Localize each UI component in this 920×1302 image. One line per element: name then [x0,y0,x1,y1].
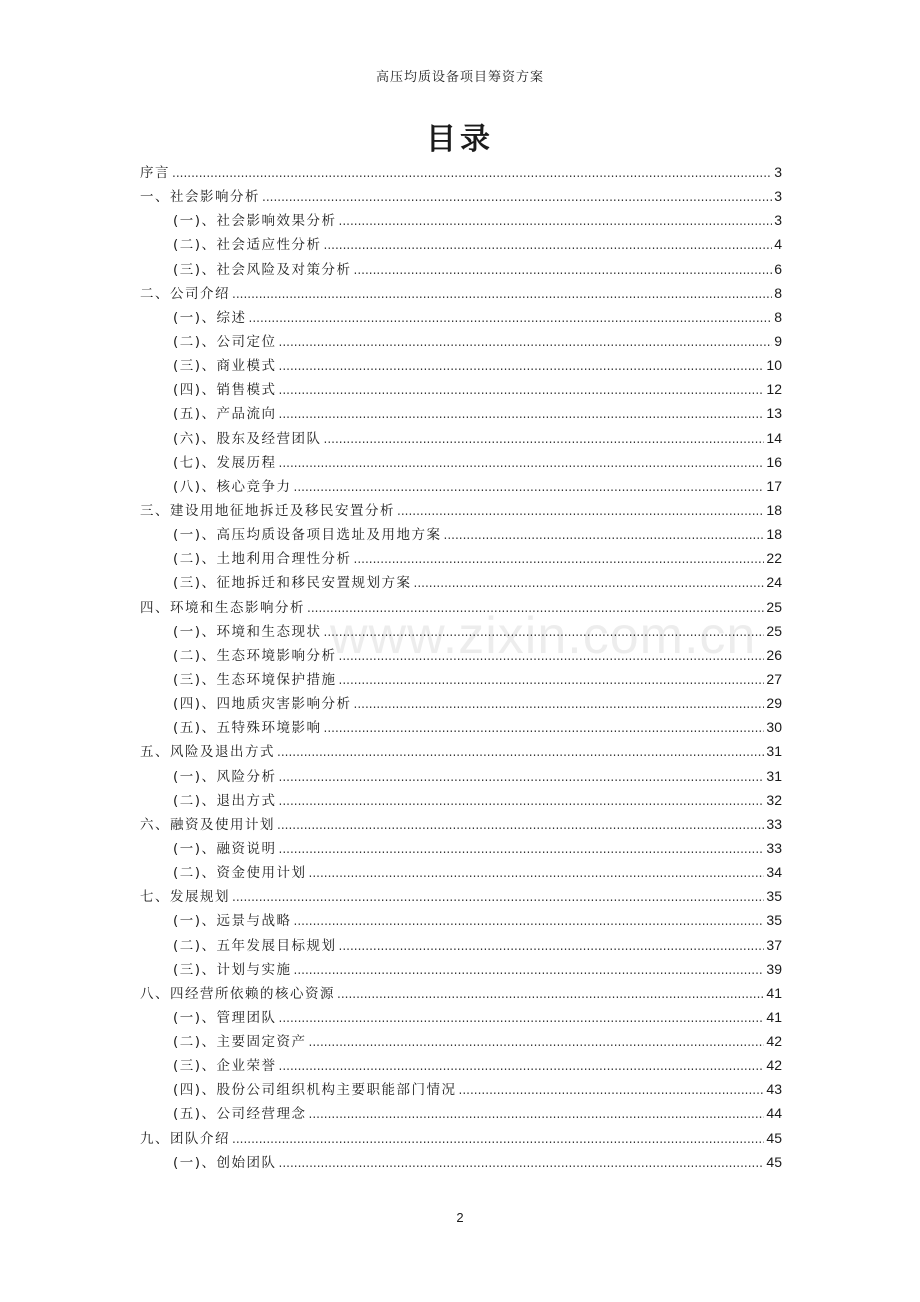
toc-entry-page: 17 [766,477,782,494]
toc-entry[interactable] [140,305,782,329]
toc-entry-title: 九、团队介绍 [140,1130,230,1147]
toc-entry-title: (三)、企业荣誉 [173,1058,277,1075]
dot-leader [459,1078,765,1102]
toc-entry-page: 3 [774,188,782,205]
toc-entry-page: 25 [766,598,782,615]
dot-leader [232,1127,764,1151]
toc-entry[interactable] [140,522,782,546]
dot-leader [324,233,773,257]
dot-leader [279,1054,765,1078]
toc-entry-page: 35 [766,912,782,929]
dot-leader [294,958,765,982]
toc-entry-page: 22 [766,550,782,567]
toc-entry-page: 30 [766,719,782,736]
toc-entry[interactable] [140,1029,782,1053]
dot-leader [277,740,764,764]
dot-leader [354,547,765,571]
dot-leader [232,885,764,909]
toc-entry[interactable] [140,160,782,184]
toc-entry[interactable] [140,281,782,305]
toc-entry-title: (二)、土地利用合理性分析 [173,551,352,568]
toc-entry[interactable] [140,1126,782,1150]
toc-entry[interactable] [140,450,782,474]
toc-entry[interactable] [140,860,782,884]
toc-entry-page: 39 [766,960,782,977]
dot-leader [339,644,765,668]
toc-entry-page: 42 [766,1033,782,1050]
dot-leader [279,354,765,378]
toc-entry-title: 三、建设用地征地拆迁及移民安置分析 [140,502,395,519]
toc-entry-page: 4 [774,236,782,253]
toc-entry-page: 32 [766,791,782,808]
dot-leader [294,475,765,499]
toc-entry-title: (二)、生态环境影响分析 [173,647,337,664]
toc-entry-title: (一)、综述 [173,309,247,326]
toc-entry-page: 3 [774,164,782,180]
toc-entry-page: 33 [766,815,782,832]
toc-entry-page: 37 [766,936,782,953]
toc-entry[interactable] [140,764,782,788]
toc-entry-page: 43 [766,1081,782,1098]
toc-entry-page: 42 [766,1057,782,1074]
running-header: 高压均质设备项目筹资方案 [375,70,544,85]
toc-entry-page: 8 [774,308,782,325]
dot-leader [279,451,765,475]
toc-entry[interactable] [140,208,782,232]
toc-entry-title: 四、环境和生态影响分析 [140,599,305,616]
toc-entry[interactable] [140,1101,782,1125]
dot-leader [339,668,765,692]
toc-entry[interactable] [140,933,782,957]
toc-entry-title: (三)、征地拆迁和移民安置规划方案 [173,575,412,592]
toc-entry[interactable] [140,836,782,860]
toc-entry-page: 10 [766,357,782,374]
toc-entry-title: (一)、高压均质设备项目选址及用地方案 [173,527,442,544]
dot-leader [324,620,765,644]
toc-entry[interactable] [140,257,782,281]
toc-entry-page: 6 [774,260,782,277]
toc-entry[interactable] [140,884,782,908]
dot-leader [249,306,773,330]
toc-entry-title: 序言 [140,165,170,181]
toc-entry-title: (二)、资金使用计划 [173,865,307,882]
toc-entry[interactable] [140,619,782,643]
toc-entry-title: (五)、产品流向 [173,406,277,423]
toc-entry[interactable] [140,908,782,932]
toc-entry-title: 六、融资及使用计划 [140,816,275,833]
toc-entry-page: 13 [766,405,782,422]
toc-entry-title: (一)、环境和生态现状 [173,623,322,640]
toc-entry[interactable] [140,788,782,812]
toc-entry-page: 41 [766,1008,782,1025]
toc-entry-title: (四)、销售模式 [173,382,277,399]
toc-entry-page: 45 [766,1153,782,1170]
toc-entry[interactable] [140,353,782,377]
toc-entry-page: 24 [766,574,782,591]
toc-entry-page: 26 [766,646,782,663]
toc-entry-title: (一)、远景与战略 [173,913,292,930]
toc-entry[interactable] [140,377,782,401]
dot-leader [277,813,764,837]
dot-leader [397,499,764,523]
dot-leader [279,1151,765,1175]
toc-entry-page: 25 [766,622,782,639]
toc-entry[interactable] [140,957,782,981]
dot-leader [309,861,765,885]
toc-entry-page: 18 [766,526,782,543]
dot-leader [279,378,765,402]
dot-leader [279,837,765,861]
toc-entry-title: (二)、社会适应性分析 [173,237,322,254]
toc-entry-page: 31 [766,743,782,760]
dot-leader [337,982,764,1006]
toc-entry-title: (五)、五特殊环境影响 [173,720,322,737]
toc-entry[interactable] [140,498,782,522]
page-title: 目录 [426,122,494,157]
toc-entry[interactable] [140,715,782,739]
toc-entry[interactable] [140,691,782,715]
toc-entry-title: (六)、股东及经营团队 [173,430,322,447]
toc-entry-page: 9 [774,332,782,349]
toc-entry[interactable] [140,401,782,425]
dot-leader [307,596,764,620]
toc-entry-title: (三)、生态环境保护措施 [173,671,337,688]
toc-entry-page: 44 [766,1105,782,1122]
dot-leader [279,402,765,426]
toc-entry-page: 41 [766,984,782,1001]
toc-entry-title: (二)、五年发展目标规划 [173,937,337,954]
toc-entry-title: 五、风险及退出方式 [140,744,275,761]
toc-entry[interactable] [140,426,782,450]
toc-entry-page: 27 [766,670,782,687]
toc-entry[interactable] [140,667,782,691]
toc-entry-page: 33 [766,839,782,856]
toc-entry-page: 18 [766,501,782,518]
toc-entry-page: 14 [766,429,782,446]
toc-entry-title: (七)、发展历程 [173,454,277,471]
toc-entry-page: 29 [766,695,782,712]
dot-leader [444,523,765,547]
toc-entry-title: 一、社会影响分析 [140,189,260,206]
toc-entry[interactable] [140,981,782,1005]
toc-entry-title: (三)、计划与实施 [173,961,292,978]
toc-entry-page: 45 [766,1129,782,1146]
toc-entry[interactable] [140,570,782,594]
dot-leader [324,716,765,740]
toc-entry-title: (一)、风险分析 [173,768,277,785]
toc-entry[interactable] [140,546,782,570]
toc-entry[interactable] [140,474,782,498]
toc-entry-page: 16 [766,453,782,470]
toc-entry-title: (一)、创始团队 [173,1154,277,1171]
toc-entry[interactable] [140,329,782,353]
dot-leader [339,934,765,958]
toc-entry[interactable] [140,1150,782,1174]
dot-leader [279,330,773,354]
dot-leader [354,692,765,716]
toc-entry-title: 七、发展规划 [140,889,230,906]
dot-leader [414,571,765,595]
toc-entry[interactable] [140,595,782,619]
dot-leader [339,209,773,233]
watermark: www.zixin.com.cn [330,607,757,665]
toc-entry-page: 12 [766,381,782,398]
toc-entry-title: (五)、公司经营理念 [173,1106,307,1123]
toc-entry[interactable] [140,184,782,208]
toc-entry-title: (二)、退出方式 [173,792,277,809]
toc-entry-page: 3 [774,212,782,229]
dot-leader [172,161,772,185]
dot-leader [309,1030,765,1054]
dot-leader [324,427,765,451]
toc-entry[interactable] [140,643,782,667]
toc-entry-page: 34 [766,864,782,881]
toc-entry-title: (三)、商业模式 [173,358,277,375]
toc-entry-page: 8 [774,284,782,301]
toc-entry-title: (二)、主要固定资产 [173,1034,307,1051]
dot-leader [354,258,773,282]
toc-entry-page: 31 [766,767,782,784]
toc-entry-title: (一)、管理团队 [173,1009,277,1026]
toc-entry-page: 35 [766,888,782,905]
dot-leader [232,282,772,306]
toc-entry[interactable] [140,1077,782,1101]
dot-leader [279,1006,765,1030]
dot-leader [309,1102,765,1126]
toc-entry-title: 八、四经营所依赖的核心资源 [140,985,335,1002]
toc-entry-title: (三)、社会风险及对策分析 [173,261,352,278]
toc-entry-title: (二)、公司定位 [173,333,277,350]
toc-entry-title: (四)、股份公司组织机构主要职能部门情况 [173,1082,457,1099]
toc-entry-title: (一)、融资说明 [173,840,277,857]
table-of-contents [140,160,782,1174]
dot-leader [262,185,772,209]
dot-leader [279,789,765,813]
toc-entry-title: (一)、社会影响效果分析 [173,213,337,230]
toc-entry[interactable] [140,812,782,836]
toc-entry[interactable] [140,739,782,763]
dot-leader [294,909,765,933]
toc-entry-title: (八)、核心竞争力 [173,478,292,495]
toc-entry[interactable] [140,232,782,256]
toc-entry-title: (四)、四地质灾害影响分析 [173,696,352,713]
dot-leader [279,765,765,789]
toc-entry[interactable] [140,1053,782,1077]
toc-entry[interactable] [140,1005,782,1029]
toc-entry-title: 二、公司介绍 [140,285,230,302]
page-number: 2 [456,1210,464,1225]
